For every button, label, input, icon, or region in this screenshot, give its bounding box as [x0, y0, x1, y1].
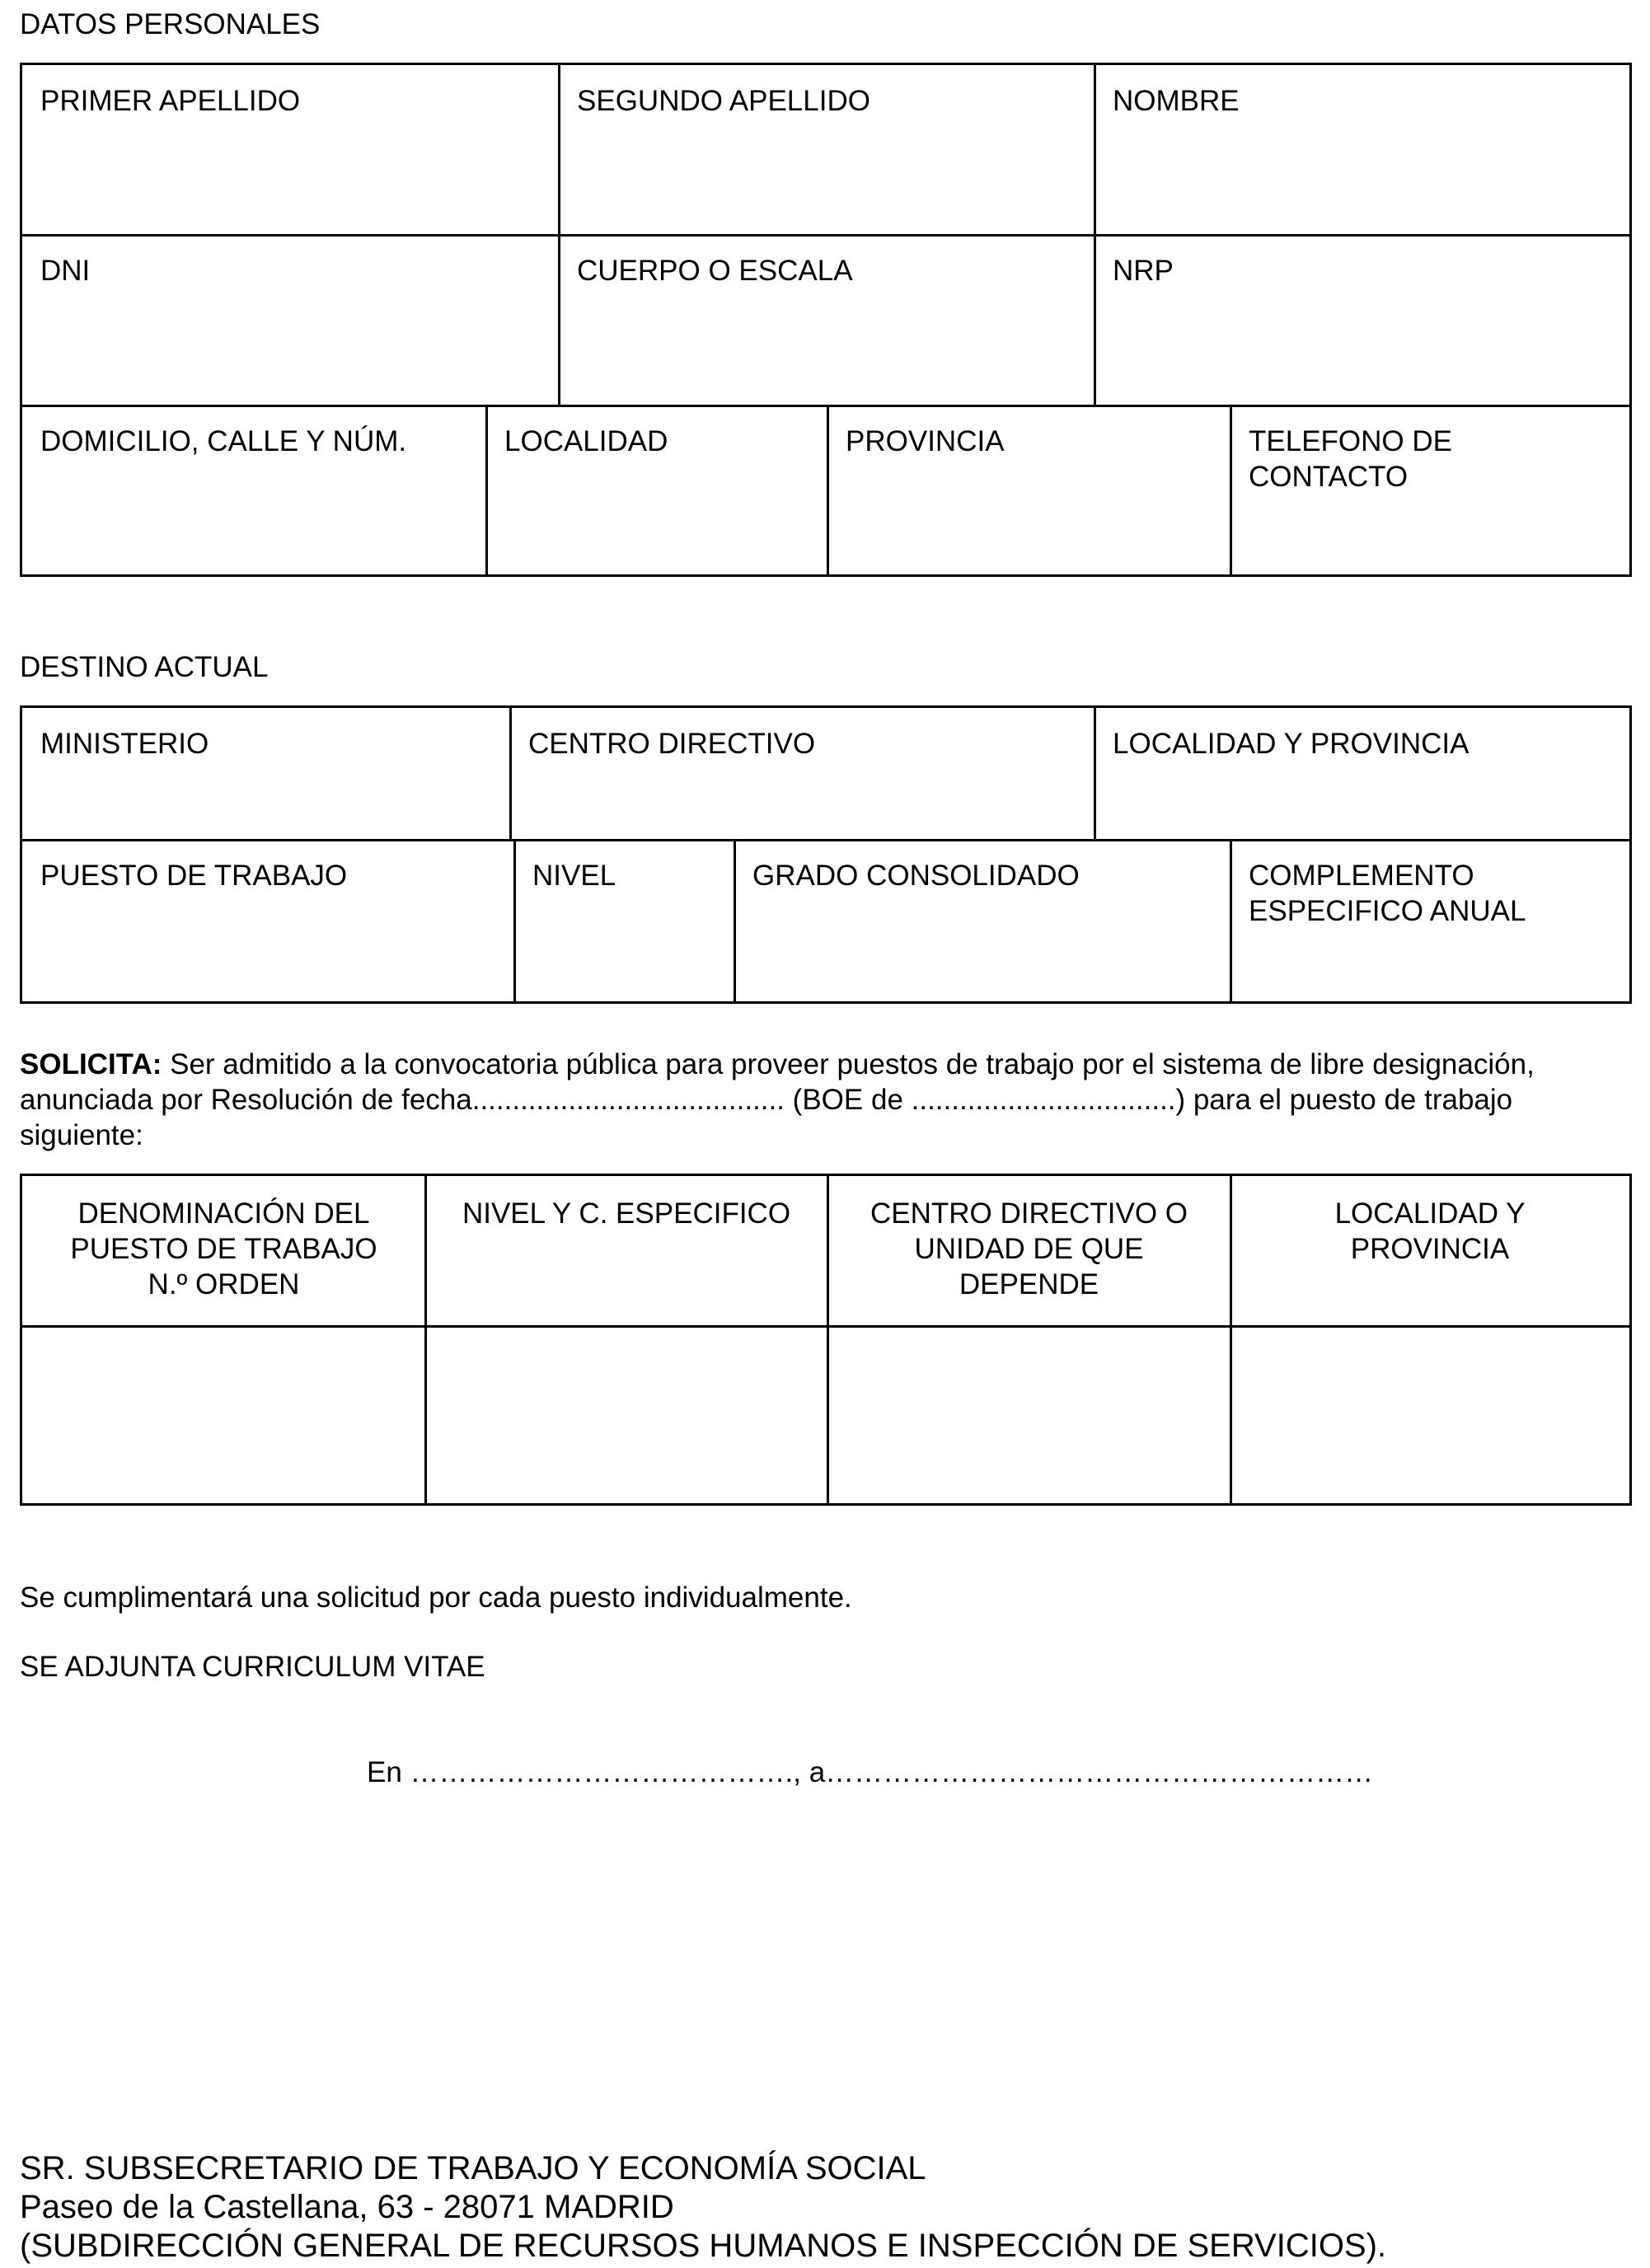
header-centro-directivo — [827, 1176, 1230, 1326]
field-label: DOMICILIO, CALLE Y NÚM. — [40, 425, 407, 457]
field-label: CENTRO DIRECTIVO — [528, 728, 816, 760]
header-line: UNIDAD DE QUE — [914, 1233, 1144, 1265]
solicita-line: siguiente: — [20, 1119, 143, 1151]
header-line: PUESTO DE TRABAJO — [70, 1233, 377, 1265]
header-line: CENTRO DIRECTIVO O — [870, 1197, 1188, 1230]
solicita-line: anunciada por Resolución de fecha....................................... (BOE de .................................) para el puesto de trabajo — [20, 1084, 1513, 1116]
solicita-label: SOLICITA: — [20, 1048, 162, 1080]
field-label: LOCALIDAD Y PROVINCIA — [1113, 728, 1470, 760]
field-label: SEGUNDO APELLIDO — [577, 85, 870, 117]
input-centro-directivo[interactable] — [827, 1326, 1230, 1503]
field-telefono[interactable] — [1230, 405, 1629, 574]
field-label: NIVEL — [532, 860, 616, 892]
field-cuerpo-escala[interactable] — [559, 235, 1095, 405]
field-nivel[interactable] — [514, 840, 734, 1001]
field-label: PRIMER APELLIDO — [40, 85, 301, 117]
address-line: SR. SUBSECRETARIO DE TRABAJO Y ECONOMÍA SOCIAL — [20, 2150, 926, 2186]
section-title-destino-actual: DESTINO ACTUAL — [20, 651, 269, 683]
solicita-text: Ser admitido a la convocatoria pública para proveer puestos de trabajo por el sistema de libre designación, — [162, 1048, 1535, 1080]
header-line: PROVINCIA — [1350, 1233, 1510, 1265]
note-individual: Se cumplimentará una solicitud por cada puesto individualmente. — [20, 1582, 852, 1614]
field-label: PROVINCIA — [846, 425, 1005, 457]
recipient-address — [20, 2149, 1386, 2266]
field-puesto-trabajo[interactable] — [22, 840, 514, 1001]
field-localidad[interactable] — [486, 405, 827, 574]
field-dni[interactable] — [22, 235, 559, 405]
field-nrp[interactable] — [1095, 235, 1630, 405]
field-label: MINISTERIO — [40, 728, 209, 760]
header-line: DEPENDE — [959, 1268, 1099, 1300]
solicita-paragraph — [20, 1047, 1631, 1153]
field-label-line: TELEFONO DE — [1249, 425, 1452, 457]
field-domicilio[interactable] — [22, 405, 486, 574]
field-label-line: ESPECIFICO ANUAL — [1249, 895, 1526, 927]
note-curriculum: SE ADJUNTA CURRICULUM VITAE — [20, 1651, 485, 1683]
field-label: PUESTO DE TRABAJO — [40, 860, 348, 892]
field-label: CUERPO O ESCALA — [577, 255, 853, 287]
input-nivel-especifico[interactable] — [425, 1326, 827, 1503]
field-localidad-provincia[interactable] — [1095, 708, 1630, 840]
field-segundo-apellido[interactable] — [559, 65, 1095, 235]
puesto-solicitado-table — [20, 1174, 1632, 1506]
field-provincia[interactable] — [827, 405, 1230, 574]
header-line: DENOMINACIÓN DEL — [77, 1197, 370, 1230]
field-centro-directivo[interactable] — [510, 708, 1095, 840]
field-label: NOMBRE — [1113, 85, 1240, 117]
field-grado-consolidado[interactable] — [734, 840, 1230, 1001]
header-line: NIVEL Y C. ESPECIFICO — [462, 1197, 791, 1230]
field-label: LOCALIDAD — [504, 425, 668, 457]
place-date-line[interactable]: En …………………………………., a………………………………………………… — [367, 1756, 1374, 1788]
input-localidad-provincia[interactable] — [1230, 1326, 1629, 1503]
field-label: GRADO CONSOLIDADO — [752, 860, 1080, 892]
header-denominacion — [22, 1176, 425, 1326]
solicita-line — [20, 1047, 1631, 1082]
field-nombre[interactable] — [1095, 65, 1630, 235]
field-label: NRP — [1113, 255, 1174, 287]
header-line: LOCALIDAD Y — [1334, 1197, 1526, 1230]
field-ministerio[interactable] — [22, 708, 510, 840]
field-label-line: CONTACTO — [1249, 461, 1409, 493]
field-label: DNI — [40, 255, 91, 287]
header-line: N.º ORDEN — [148, 1268, 300, 1300]
personal-data-table — [20, 63, 1632, 577]
destino-table — [20, 705, 1632, 1004]
field-primer-apellido[interactable] — [22, 65, 559, 235]
field-complemento[interactable] — [1230, 840, 1629, 1001]
header-nivel-especifico — [425, 1176, 827, 1326]
field-label-line: COMPLEMENTO — [1249, 860, 1474, 892]
address-line: Paseo de la Castellana, 63 - 28071 MADRID — [20, 2189, 674, 2225]
address-line: (SUBDIRECCIÓN GENERAL DE RECURSOS HUMANOS E INSPECCIÓN DE SERVICIOS). — [20, 2228, 1387, 2264]
section-title-datos-personales: DATOS PERSONALES — [20, 8, 321, 40]
header-localidad-provincia — [1230, 1176, 1629, 1326]
input-denominacion[interactable] — [22, 1326, 425, 1503]
